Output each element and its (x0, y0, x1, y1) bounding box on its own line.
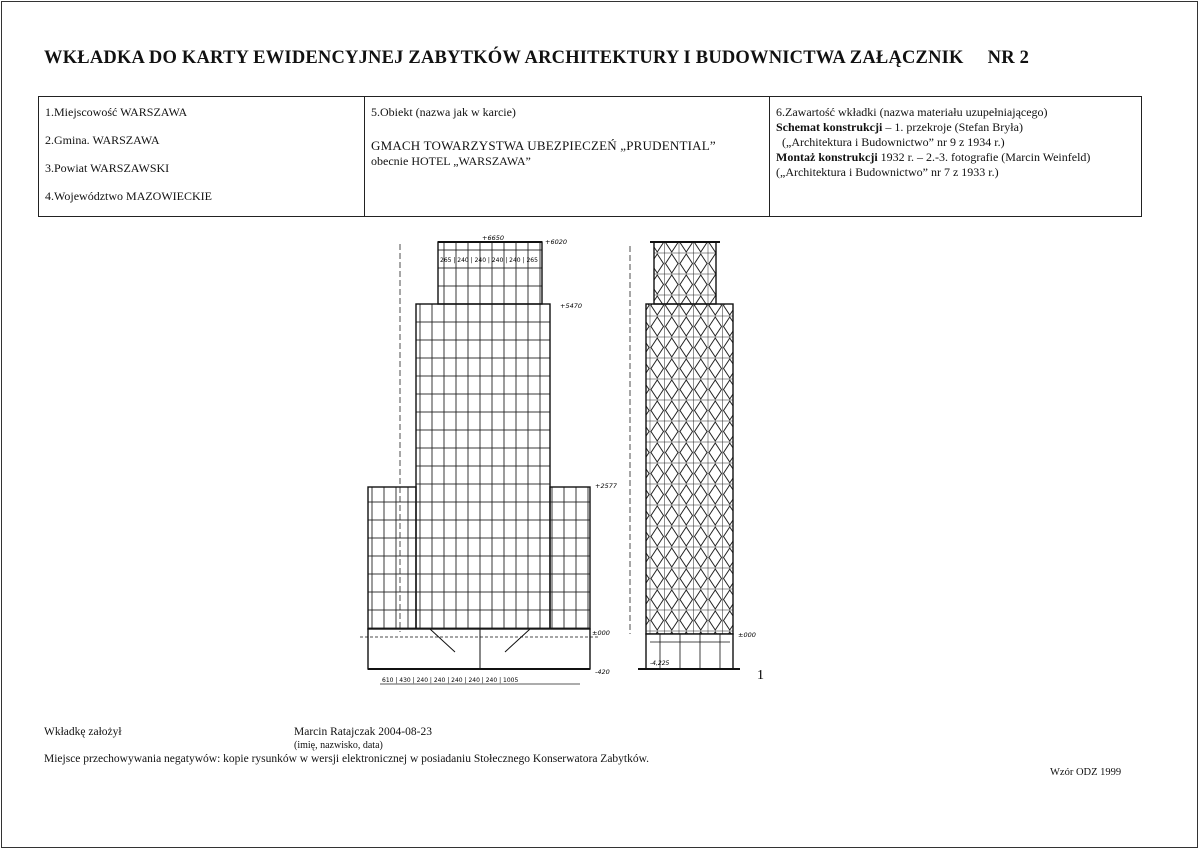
object-name: GMACH TOWARZYSTWA UBEZPIECZEŃ „PRUDENTIAL” (371, 138, 716, 153)
info-table (38, 96, 1142, 217)
contents-cell (770, 97, 1142, 217)
cross-section-left (360, 234, 618, 684)
elev-wing-label: +2577 (595, 482, 617, 490)
elev-ground-right-label: ±000 (738, 631, 756, 639)
gmina-field: 2.Gmina. WARSZAWA (45, 133, 160, 147)
montaz-text: 1932 r. – 2.-3. fotografie (Marcin Weinfeld) (877, 150, 1091, 164)
top-spans-label: 265 | 240 | 240 | 240 | 240 | 265 (440, 257, 538, 264)
powiat-field: 3.Powiat WARSZAWSKI (45, 161, 170, 175)
wojewodztwo-field: 4.Województwo MAZOWIECKIE (45, 189, 212, 203)
montaz-source: („Architektura i Budownictwo” nr 7 z 1933 r.) (776, 165, 999, 179)
figure-number: 1 (757, 668, 764, 683)
title-text: WKŁADKA DO KARTY EWIDENCYJNEJ ZABYTKÓW ARCHITEKTURY I BUDOWNICTWA ZAŁĄCZNIK (44, 48, 964, 68)
schemat-text: – 1. przekroje (Stefan Bryła) (882, 120, 1023, 134)
object-current-name: obecnie HOTEL „WARSZAWA” (371, 154, 531, 169)
schemat-line (776, 120, 1135, 135)
title-number: NR 2 (987, 48, 1030, 68)
form-number: Wzór ODZ 1999 (1050, 767, 1122, 778)
elev-ground-label: ±000 (592, 629, 610, 637)
montaz-line (776, 150, 1135, 165)
schemat-source: („Architektura i Budownictwo” nr 9 z 1934 r.) (782, 135, 1005, 149)
contents-label: 6.Zawartość wkładki (nazwa materiału uzupełniającego) (776, 105, 1048, 119)
document-title (44, 48, 1029, 69)
elev-roof-label: +6020 (545, 238, 567, 246)
author-hint: (imię, nazwisko, data) (294, 740, 383, 751)
author-name-date: Marcin Ratajczak 2004-08-23 (294, 726, 432, 738)
elev-top-label: +6650 (482, 234, 504, 242)
elev-base-right-label: -4,225 (650, 660, 670, 667)
elev-tower-label: +5470 (560, 302, 582, 310)
elev-base-label: -420 (595, 668, 610, 676)
cross-section-right (630, 242, 764, 683)
montaz-bold: Montaż konstrukcji (776, 150, 878, 164)
miejscowosc-field: 1.Miejscowość WARSZAWA (45, 105, 188, 119)
founded-label: Wkładkę założył (44, 726, 122, 738)
location-cell (39, 97, 365, 217)
object-cell (365, 97, 770, 217)
object-label: 5.Obiekt (nazwa jak w karcie) (371, 105, 516, 119)
schemat-bold: Schemat konstrukcji (776, 120, 883, 134)
structural-drawing (360, 232, 780, 702)
storage-note: Miejsce przechowywania negatywów: kopie rysunków w wersji elektronicznej w posiadaniu Stołecznego Konserwatora Zabytków. (44, 753, 650, 765)
bottom-spans-label: 610 | 430 | 240 | 240 | 240 | 240 | 240 | 1005 (382, 677, 519, 684)
